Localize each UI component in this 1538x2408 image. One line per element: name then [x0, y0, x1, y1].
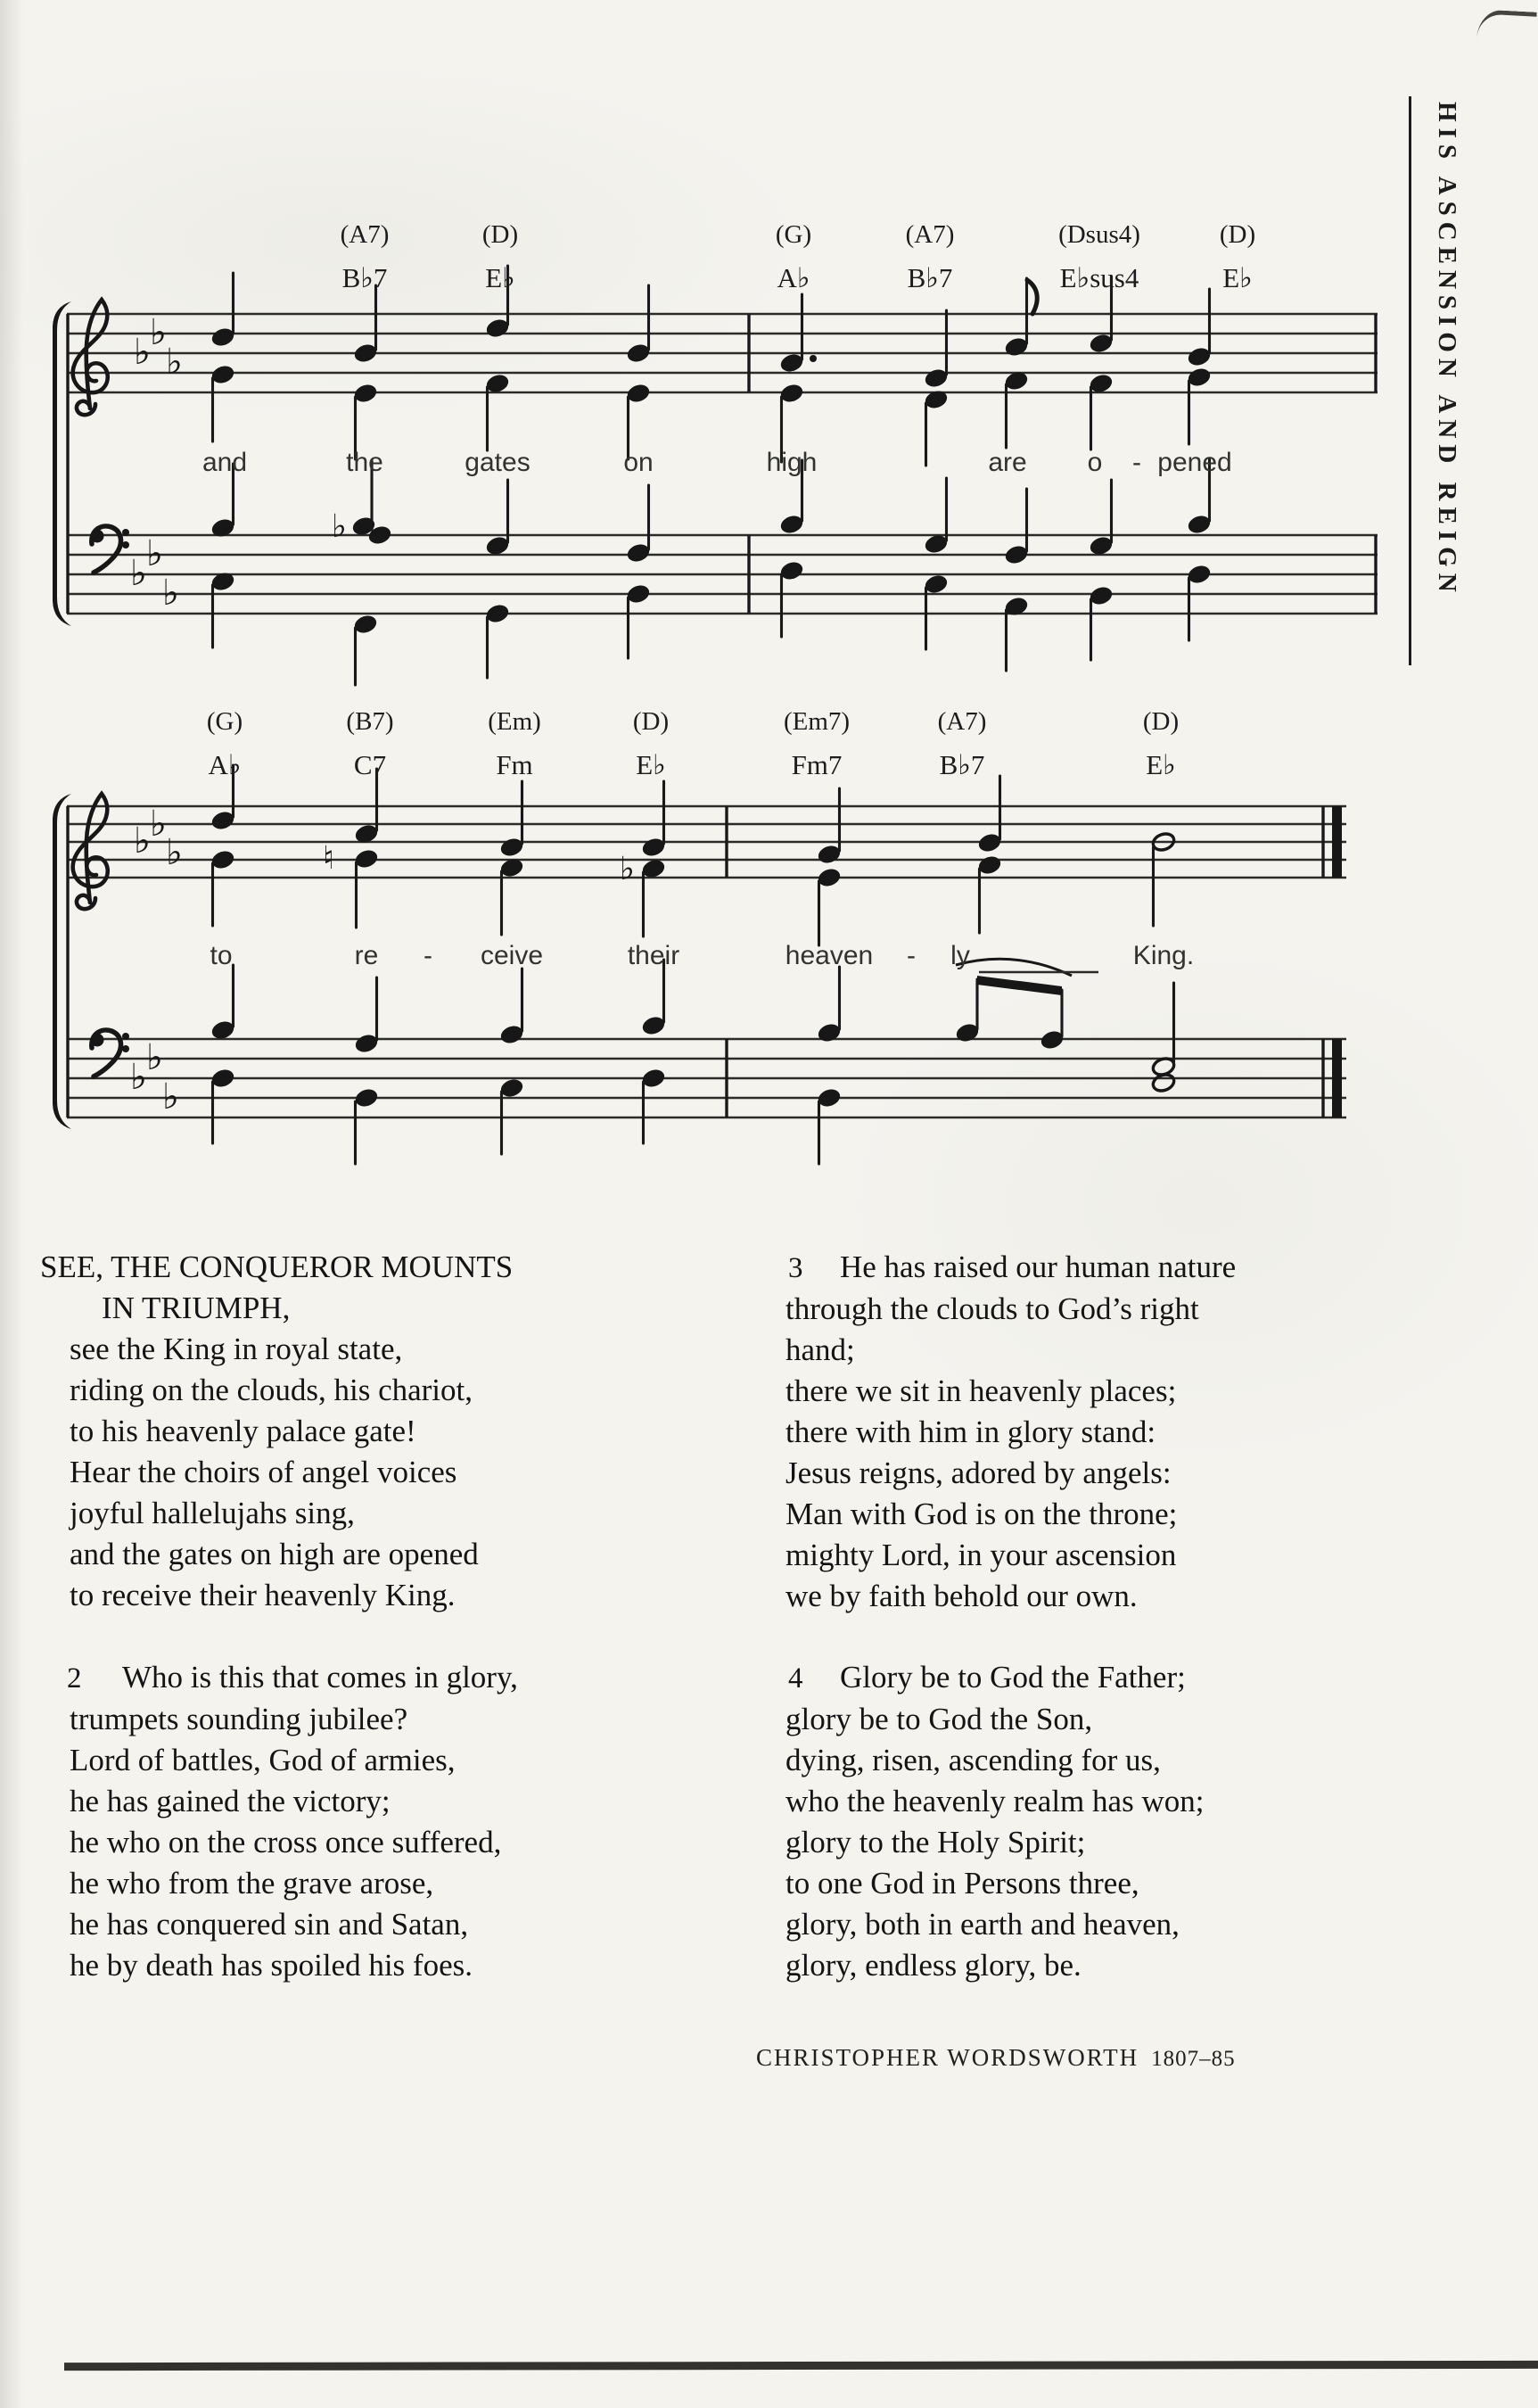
- chord-capo-label: (A7): [340, 220, 390, 249]
- verse-line: to his heavenly palace gate!: [70, 1414, 416, 1448]
- chord-capo-label: (G): [775, 220, 812, 249]
- verse-line: glory be to God the Son,: [785, 1702, 1093, 1736]
- verse-line: he who from the grave arose,: [70, 1866, 434, 1901]
- author-dates: 1807–85: [1151, 2047, 1236, 2071]
- chord: [938, 701, 987, 787]
- treble-clef-icon: [73, 300, 108, 415]
- chord: [482, 214, 518, 300]
- bass-notes: [210, 458, 1213, 685]
- lyric-syllable: high: [766, 448, 818, 477]
- chord-label: Fm7: [791, 749, 843, 780]
- verse-line: we by faith behold our own.: [785, 1579, 1138, 1613]
- chord-label: E♭: [485, 262, 515, 293]
- chord: [784, 701, 850, 787]
- chord-label: E♭: [636, 749, 666, 780]
- verse-line: Hear the choirs of angel voices: [70, 1455, 457, 1489]
- chord: [207, 701, 243, 787]
- chord: [1143, 701, 1179, 787]
- verse-1: [40, 1247, 736, 1616]
- chord-label: B♭7: [939, 749, 985, 780]
- chord-label: B♭7: [907, 262, 953, 293]
- verse-line: he has gained the victory;: [70, 1784, 391, 1818]
- lyric-syllable: their: [627, 941, 680, 970]
- chord-capo-label: (Em): [488, 707, 541, 736]
- lyric-hyphen: -: [424, 941, 432, 970]
- chord: [1220, 214, 1255, 300]
- svg-text:♭: ♭: [166, 832, 183, 873]
- verse-line: to receive their heavenly King.: [70, 1578, 456, 1612]
- bass-clef-icon: [91, 1030, 130, 1076]
- chord: [906, 214, 955, 300]
- page-bottom-edge: [64, 2361, 1538, 2371]
- lyric-syllable: pened: [1157, 448, 1232, 477]
- svg-text:♭: ♭: [134, 332, 151, 373]
- key-signature-bass: [130, 1037, 179, 1117]
- verse-4: [756, 1657, 1452, 1986]
- verse-line: Man with God is on the throne;: [785, 1497, 1178, 1531]
- verse-title-line: SEE, THE CONQUEROR MOUNTS: [40, 1249, 514, 1284]
- bass-staff: [67, 535, 1378, 614]
- chord-label: Fm: [496, 749, 533, 780]
- verse-line: there with him in glory stand:: [785, 1414, 1156, 1449]
- chord-capo-label: (D): [1219, 220, 1256, 249]
- key-signature-treble: [134, 804, 183, 873]
- chord: [346, 701, 393, 787]
- chord-label: A♭: [208, 749, 242, 780]
- verse-line: hand;: [785, 1332, 855, 1367]
- svg-text:♭: ♭: [166, 342, 183, 383]
- chord-label: E♭sus4: [1059, 262, 1139, 293]
- svg-text:♮: ♮: [323, 840, 334, 877]
- lyric-syllable: ceive: [480, 941, 544, 970]
- verse-line: dying, risen, ascending for us,: [785, 1743, 1161, 1777]
- svg-text:♭: ♭: [130, 1057, 147, 1098]
- verse-line: to one God in Persons three,: [785, 1866, 1139, 1901]
- verse-title-line: IN TRIUMPH,: [102, 1291, 291, 1325]
- lyric-syllable: to: [210, 941, 233, 970]
- verse-line: joyful hallelujahs sing,: [70, 1496, 355, 1530]
- verse-line: 4 Glory be to God the Father;: [756, 1657, 1452, 1699]
- chord-label: A♭: [777, 262, 810, 293]
- chord: [488, 701, 541, 787]
- lyric-syllable: on: [623, 448, 654, 477]
- verse-line: he who on the cross once suffered,: [70, 1825, 502, 1860]
- lyric-syllable: the: [346, 448, 383, 477]
- chord-capo-label: (Dsus4): [1058, 220, 1140, 249]
- chord-capo-label: (D): [1142, 707, 1180, 736]
- verse-number: 3: [788, 1252, 803, 1284]
- chord-capo-label: (A7): [905, 220, 955, 249]
- lyric-syllable: and: [202, 448, 248, 477]
- chord: [1058, 214, 1140, 300]
- chord-label: E♭: [1146, 749, 1176, 780]
- verse-line: Jesus reigns, adored by angels:: [785, 1456, 1172, 1490]
- bass-clef-icon: [91, 526, 130, 573]
- verse-line: through the clouds to God’s right: [785, 1291, 1199, 1326]
- chord: [633, 701, 669, 787]
- verse-line: and the gates on high are opened: [70, 1537, 479, 1571]
- svg-text:♭: ♭: [162, 573, 179, 614]
- final-barline-thick: [1332, 1039, 1342, 1117]
- chord-label: B♭7: [341, 262, 388, 293]
- lyric-hyphen: -: [907, 941, 916, 970]
- svg-text:♭: ♭: [332, 508, 347, 545]
- chord: [341, 214, 390, 300]
- lyric-syllable: ly: [950, 941, 970, 970]
- verse-line: who the heavenly realm has won;: [785, 1784, 1205, 1818]
- svg-text:♭: ♭: [620, 851, 635, 887]
- svg-text:♭: ♭: [146, 533, 163, 574]
- key-signature-bass: [130, 533, 179, 614]
- lyric-syllable: gates: [465, 448, 530, 477]
- svg-text:♭: ♭: [130, 553, 147, 594]
- author-attribution: [756, 2044, 1236, 2072]
- chord: [776, 214, 811, 300]
- music-system-2: [0, 758, 1538, 1186]
- svg-text:♭: ♭: [134, 821, 151, 862]
- lyric-syllable: are: [988, 448, 1027, 477]
- verse-line: 2 Who is this that comes in glory,: [40, 1657, 736, 1699]
- lyric-hyphen: -: [1132, 448, 1141, 477]
- verse-line: he has conquered sin and Satan,: [70, 1907, 469, 1942]
- verse-line: there we sit in heavenly places;: [785, 1373, 1177, 1408]
- chord-capo-label: (A7): [937, 707, 987, 736]
- treble-clef-icon: [73, 794, 108, 909]
- lyric-syllable: o: [1087, 448, 1103, 477]
- verse-line: mighty Lord, in your ascension: [785, 1538, 1177, 1572]
- svg-text:♭: ♭: [146, 1037, 163, 1078]
- lyric-syllable: King.: [1132, 941, 1195, 970]
- svg-text:♭: ♭: [150, 312, 167, 353]
- chord-label: E♭: [1222, 262, 1253, 293]
- eighth-flag: [1027, 280, 1037, 314]
- chord-label: C7: [353, 749, 387, 780]
- chord-capo-label: (Em7): [783, 707, 851, 736]
- verse-line: glory to the Holy Spirit;: [785, 1825, 1086, 1860]
- treble-staff: [67, 314, 1378, 392]
- verse-line: see the King in royal state,: [70, 1332, 403, 1366]
- section-heading: HIS ASCENSION AND REIGN: [1433, 102, 1461, 598]
- verse-line: 3 He has raised our human nature: [756, 1247, 1452, 1289]
- verse-2: [40, 1657, 736, 1986]
- page-corner-curl: [1476, 9, 1537, 41]
- verse-line: riding on the clouds, his chariot,: [70, 1373, 473, 1407]
- chord-capo-label: (B7): [346, 707, 394, 736]
- chord-capo-label: (D): [481, 220, 519, 249]
- verse-line: Lord of battles, God of armies,: [70, 1743, 456, 1777]
- treble-notes: [210, 765, 1176, 945]
- verse-line: he by death has spoiled his foes.: [70, 1948, 473, 1983]
- verse-line: glory, endless glory, be.: [785, 1948, 1082, 1983]
- verse-3: [756, 1247, 1452, 1617]
- bass-notes: [210, 959, 1176, 1164]
- lyric-syllable: heaven: [785, 941, 874, 970]
- verse-line: trumpets sounding jubilee?: [70, 1702, 408, 1736]
- chord-capo-label: (G): [206, 707, 243, 736]
- final-barline-thick: [1332, 806, 1342, 878]
- svg-text:♭: ♭: [150, 804, 167, 845]
- verse-number: 4: [788, 1662, 803, 1695]
- chord-capo-label: (D): [632, 707, 670, 736]
- verse-number: 2: [67, 1662, 82, 1695]
- verse-line: glory, both in earth and heaven,: [785, 1907, 1180, 1942]
- author-name: CHRISTOPHER WORDSWORTH: [756, 2044, 1139, 2071]
- svg-text:♭: ♭: [162, 1076, 179, 1117]
- lyric-syllable: re: [354, 941, 379, 970]
